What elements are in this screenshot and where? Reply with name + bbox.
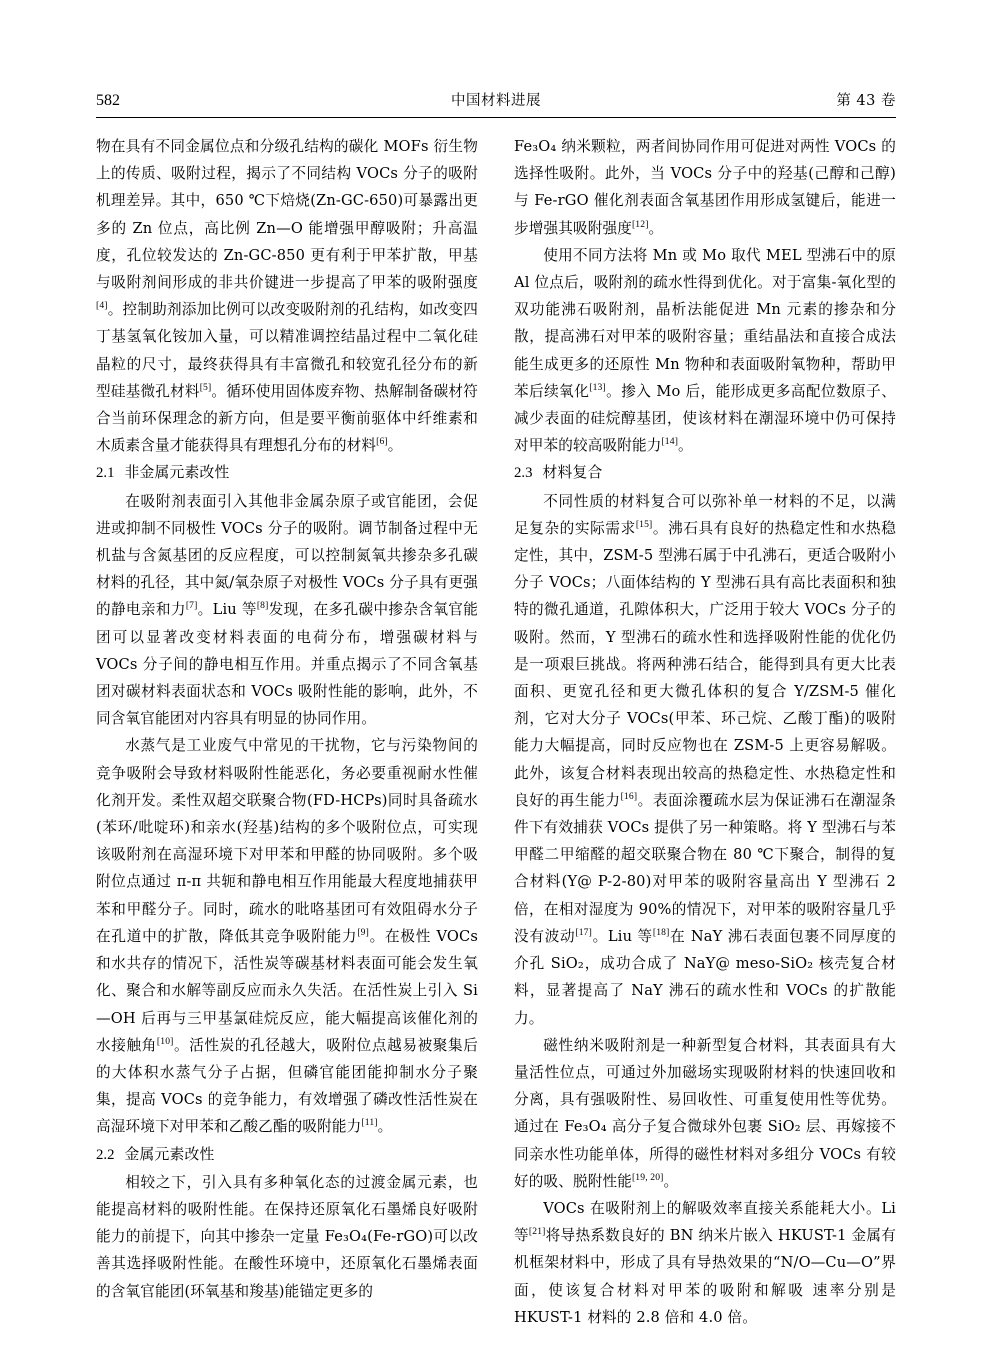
paragraph — [96, 133, 478, 459]
text-run: 发现，在多孔碳中掺杂含氧官能团可以显著改变材料表面的电荷分布，增强碳材料与 VOCs 分子间的静电相互作用。并重点揭示了不同含氧基团对碳材料表面状态和 VOCs 吸附性能的影响，此外，不同含氧官能团对内容具有明显的协同作用。 — [96, 601, 478, 728]
section-number: 2.2 — [96, 1146, 115, 1163]
text-run: VOCs 在吸附剂上的解吸效率直接关系能耗大小。Li 等 — [514, 1199, 896, 1245]
page-number: 582 — [96, 92, 120, 109]
text-run: 。在极性 VOCs 和水共存的情况下，活性炭等碳基材料表面可能会发生氧化、聚合和水解等副反应而永久失活。在活性炭上引入 Si—OH 后再与三甲基氯硅烷反应，能大幅提高该催化剂的水接触角 — [96, 927, 478, 1054]
text-run: 使用不同方法将 Mn 或 Mo 取代 MEL 型沸石中的原 Al 位点后，吸附剂的疏水性得到优化。对于富集-氧化型的双功能沸石吸附剂，晶析法能促进 Mn 元素的掺杂和分散，提高沸石对甲苯的吸附容量；重结晶法和直接合成法能生成更多的还原性 Mn 物种和表面吸附氧物种，帮助甲苯后续氧化 — [514, 246, 896, 400]
text-run: 。Liu 等 — [197, 601, 257, 619]
citation-ref: [19, 20] — [631, 1171, 664, 1183]
text-run: 。活性炭的孔径越大，吸附位点越易被聚集后的大体积水蒸气分子占据，但磷官能团能抑制水分子聚集，提高 VOCs 的竞争能力，有效增强了磷改性活性炭在高湿环境下对甲苯和乙酸乙酯的吸附能力 — [96, 1036, 478, 1136]
text-run: 不同性质的材料复合可以弥补单一材料的不足，以满足复杂的实际需求 — [514, 492, 896, 537]
paragraph — [514, 133, 896, 242]
citation-ref: [6] — [376, 436, 388, 448]
volume-label: 第 43 卷 — [836, 93, 896, 109]
section-heading-2-2 — [96, 1141, 478, 1169]
citation-ref: [15] — [635, 518, 653, 530]
citation-ref: [11] — [361, 1117, 378, 1129]
text-run: 。掺入 Mo 后，能形成更多高配位数原子、减少表面的硅烷醇基团，使该材料在潮湿环境中仍可保持对甲苯的较高吸附能力 — [514, 382, 896, 455]
citation-ref: [16] — [620, 791, 638, 803]
paragraph — [96, 732, 478, 1140]
paragraph — [96, 488, 478, 733]
citation-ref: [10] — [156, 1035, 174, 1047]
paragraph — [514, 1032, 896, 1195]
left-column — [96, 133, 478, 1305]
text-run: 。 — [387, 437, 403, 455]
text-run: 。 — [377, 1118, 393, 1136]
text-run: 。 — [663, 1172, 679, 1190]
citation-ref: [12] — [631, 218, 649, 230]
section-number: 2.1 — [96, 465, 115, 482]
text-run: Fe₃O₄ 纳米颗粒，两者间协同作用可促进对两性 VOCs 的选择性吸附。此外，当 VOCs 分子中的羟基(己醇和己醇)与 Fe-rGO 催化剂表面含氧基团作用形成氢键后，能进一步增强其吸附强度 — [514, 138, 896, 237]
section-number: 2.3 — [514, 465, 533, 482]
citation-ref: [5] — [199, 381, 212, 393]
section-heading-2-3 — [514, 459, 896, 487]
running-head — [96, 88, 896, 114]
journal-title: 中国材料进展 — [451, 93, 541, 109]
section-title: 非金属元素改性 — [124, 464, 230, 482]
section-heading-2-1 — [96, 459, 478, 487]
text-run: 。循环使用固体废弃物、热解制备碳材符合当前环保理念的新方向，但是要平衡前驱体中纤维素和木质素含量才能获得具有理想孔分布的材料 — [96, 382, 478, 455]
text-run: 在 NaY 沸石表面包裹不同厚度的介孔 SiO₂，成功合成了 NaY@ meso-SiO₂ 核壳复合材料，显著提高了 NaY 沸石的疏水性和 VOCs 的扩散能力。 — [514, 927, 896, 1027]
text-run: 。沸石具有良好的热稳定性和水热稳定性，其中，ZSM-5 型沸石属于中孔沸石，更适合吸附小分子 VOCs；八面体结构的 Y 型沸石具有高比表面积和独特的微孔通道，孔隙体积大，广泛用于较大 VOCs 分子的吸附。然而，Y 型沸石的疏水性和选择吸附性能的优化仍是一项艰巨挑战。将两种沸石结合，能得到具有更大比表面积、更宽孔径和更大微孔体积的复合 Y/ZSM-5 催化剂，它对大分子 VOCs(甲苯、环己烷、乙酸丁酯)的吸附能力大幅提高，同时反应物也在 ZSM-5 上更容易解吸。此外，该复合材料表现出较高的热稳定性、水热稳定性和良好的再生能力 — [514, 519, 897, 809]
text-run: 在吸附剂表面引入其他非金属杂原子或官能团，会促进或抑制不同极性 VOCs 分子的吸附。调节制备过程中无机盐与含氮基团的反应程度，可以控制氮氧共掺杂多孔碳材料的孔径，其中氮/氧杂原子对极性 VOCs 分子具有更强的静电亲和力 — [96, 492, 478, 619]
section-title: 金属元素改性 — [124, 1145, 215, 1163]
text-run: 。Liu 等 — [591, 927, 653, 945]
citation-ref: [9] — [357, 927, 369, 939]
citation-ref: [17] — [575, 927, 592, 939]
citation-ref: [7] — [185, 600, 198, 612]
text-run: 。 — [648, 219, 664, 237]
citation-ref: [4] — [96, 300, 108, 312]
paragraph — [96, 1169, 478, 1305]
section-title: 材料复合 — [542, 464, 603, 482]
paragraph — [514, 242, 896, 460]
citation-ref: [14] — [661, 436, 679, 448]
paragraph — [514, 488, 896, 1032]
header-rule — [96, 117, 896, 118]
text-run: 。 — [678, 437, 693, 455]
text-run: 相较之下，引入具有多种氧化态的过渡金属元素，也能提高材料的吸附性能。在保持还原氧化石墨烯良好吸附能力的前提下，向其中掺杂一定量 Fe₃O₄(Fe-rGO)可以改善其选择吸附性能。在酸性环境中，还原氧化石墨烯表面的含氧官能团(环氧基和羧基)能锚定更多的 — [96, 1173, 478, 1300]
text-run: 。表面涂覆疏水层为保证沸石在潮湿条件下有效捕获 VOCs 提供了另一种策略。将 Y 型沸石与苯甲醛二甲缩醛的超交联聚合物在 80 ℃下聚合，制得的复合材料(Y@ P-2-80)对甲苯的吸附容量高出 Y 型沸石 2 倍，在相对湿度为 90%的情况下，对甲苯的吸附容量几乎没有波动 — [514, 791, 896, 945]
text-run: 。控制助剂添加比例可以改变吸附剂的孔结构，如改变四丁基氢氧化铵加入量，可以精准调控结晶过程中二氧化硅晶粒的尺寸，最终获得具有丰富微孔和较宽孔径分布的新型硅基微孔材料 — [96, 301, 478, 400]
text-run: 水蒸气是工业废气中常见的干扰物，它与污染物间的竞争吸附会导致材料吸附性能恶化，务必要重视耐水性催化剂开发。柔性双超交联聚合物(FD-HCPs)同时具备疏水(苯环/吡啶环)和亲水(羟基)结构的多个吸附位点，可实现该吸附剂在高湿环境下对甲苯和甲醛的协同吸附。多个吸附位点通过 π-π 共轭和静电相互作用能最大程度地捕获甲苯和甲醛分子。同时，疏水的吡咯基团可有效阻碍水分子在孔道中的扩散，降低其竞争吸附能力 — [96, 737, 478, 945]
text-run: 磁性纳米吸附剂是一种新型复合材料，其表面具有大量活性位点，可通过外加磁场实现吸附材料的快速回收和分离，具有强吸附性、易回收性、可重复使用性等优势。通过在 Fe₃O₄ 高分子复合微球外包裹 SiO₂ 层、再嫁接不同亲水性功能单体，所得的磁性材料对多组分 VOCs 有较好的吸、脱附性能 — [514, 1036, 896, 1190]
right-column — [514, 133, 896, 1331]
paragraph — [514, 1195, 896, 1331]
citation-ref: [18] — [652, 927, 670, 939]
citation-ref: [13] — [589, 381, 606, 393]
text-run: 物在具有不同金属位点和分级孔结构的碳化 MOFs 衍生物上的传质、吸附过程，揭示了不同结构 VOCs 分子的吸附机理差异。其中，650 ℃下焙烧(Zn-GC-650)可暴露出更多的 Zn 位点，高比例 Zn—O 能增强甲醇吸附；升高温度，孔位较发达的 Zn-GC-850 更有利于甲苯扩散，甲基与吸附剂间形成的非共价键进一步提高了甲苯的吸附强度 — [96, 138, 478, 292]
citation-ref: [8] — [256, 600, 269, 612]
text-run: 将导热系数良好的 BN 纳米片嵌入 HKUST-1 金属有机框架材料中，形成了具有导热效果的“N/O—Cu—O”界面，使该复合材料对甲苯的吸附和解吸 速率分别是 HKUST-1 材料的 2.8 倍和 4.0 倍。 — [514, 1227, 896, 1326]
citation-ref: [21] — [528, 1226, 546, 1238]
